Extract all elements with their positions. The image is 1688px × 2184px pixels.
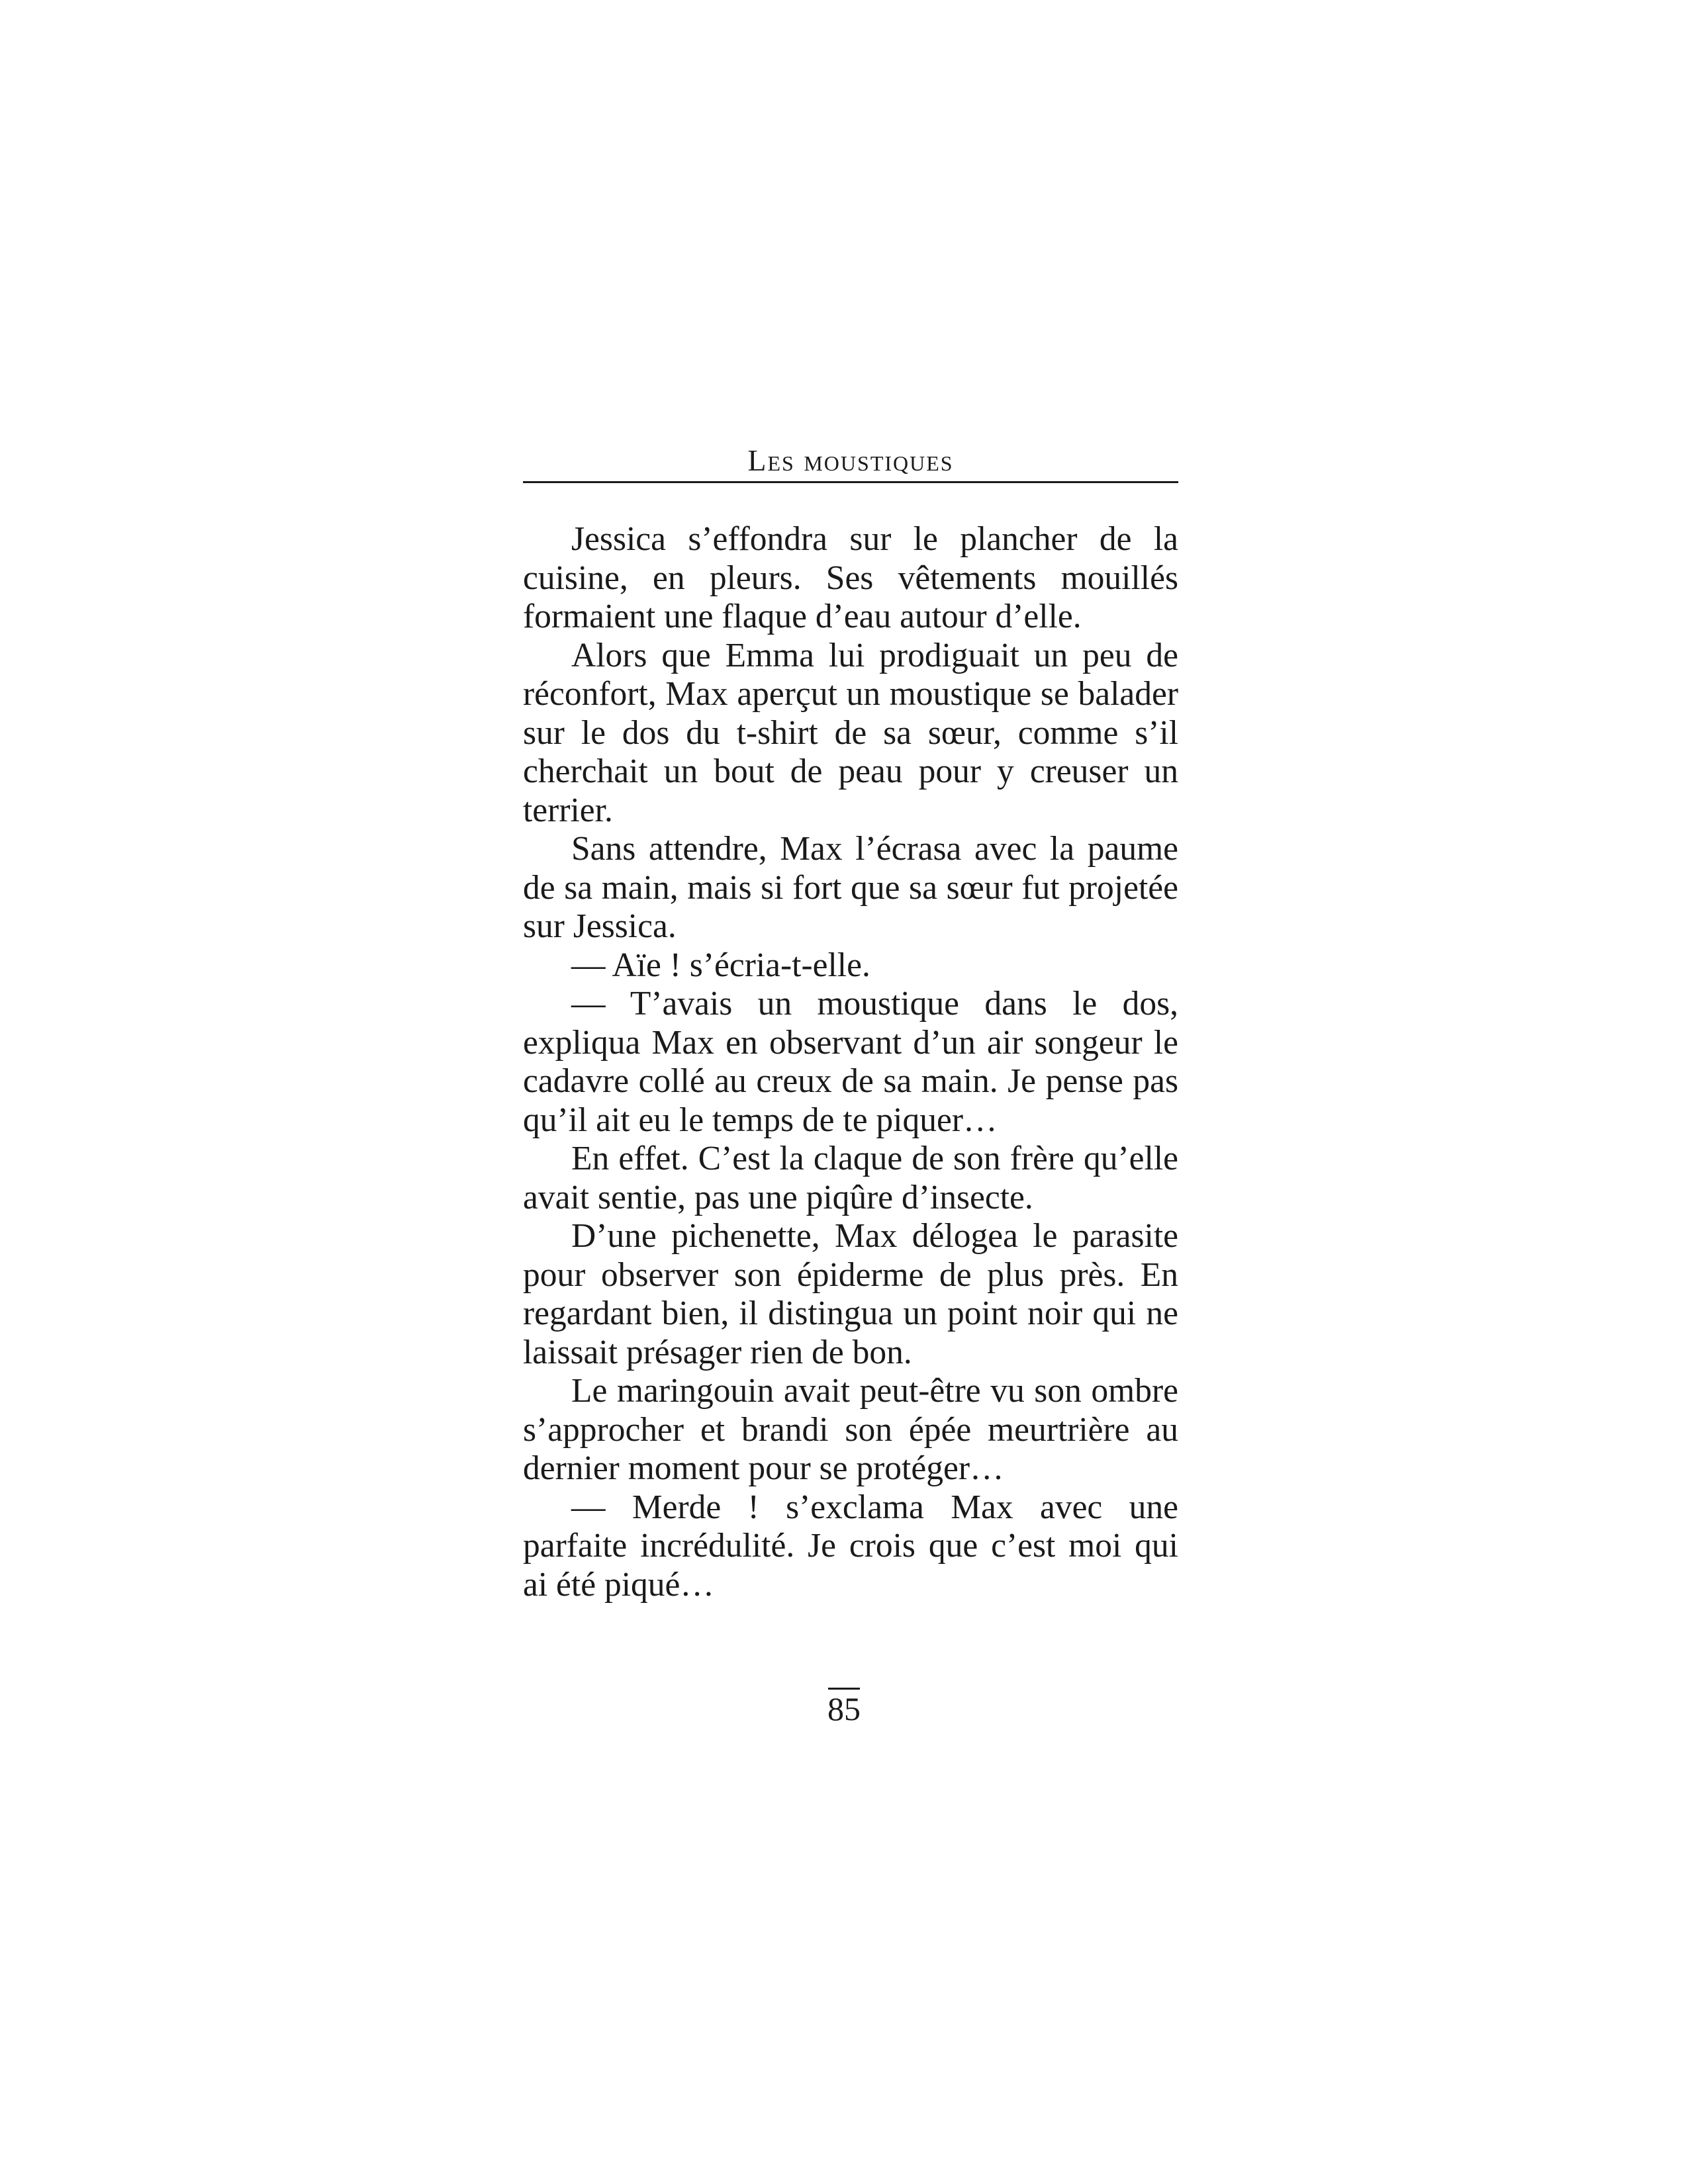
running-head: Les moustiques bbox=[747, 443, 954, 477]
paragraph: — Aïe ! s’écria-t-elle. bbox=[571, 946, 870, 984]
paragraph: Jessica s’effondra sur le plancher de la cuisine, en pleurs. Ses vêtements mouillés formaient une flaque d’eau autour d’elle. bbox=[523, 520, 1178, 635]
body-text bbox=[523, 520, 1178, 1604]
paragraph: Alors que Emma lui prodiguait un peu de réconfort, Max aperçut un moustique se balader sur le dos du t-shirt de sa sœur, comme s’il cherchait un bout de peau pour y creuser un terrier. bbox=[523, 636, 1178, 829]
paragraph: D’une pichenette, Max délogea le parasite pour observer son épiderme de plus près. En regardant bien, il distingua un point noir qui ne laissait présager rien de bon. bbox=[523, 1217, 1178, 1371]
paragraph: Sans attendre, Max l’écrasa avec la paume de sa main, mais si fort que sa sœur fut projetée sur Jessica. bbox=[523, 830, 1178, 945]
paragraph: En effet. C’est la claque de son frère qu’elle avait sentie, pas une piqûre d’insecte. bbox=[523, 1140, 1178, 1216]
paragraph: — T’avais un moustique dans le dos, expliqua Max en observant d’un air songeur le cadavre collé au creux de sa main. Je pense pas qu’il ait eu le temps de te piquer… bbox=[523, 985, 1178, 1139]
header-rule bbox=[523, 481, 1178, 483]
paragraph: Le maringouin avait peut-être vu son ombre s’approcher et brandi son épée meurtrière au dernier moment pour se protéger… bbox=[523, 1372, 1178, 1487]
page-number: 85 bbox=[827, 1690, 861, 1727]
paragraph: — Merde ! s’exclama Max avec une parfaite incrédulité. Je crois que c’est moi qui ai été piqué… bbox=[523, 1488, 1178, 1604]
